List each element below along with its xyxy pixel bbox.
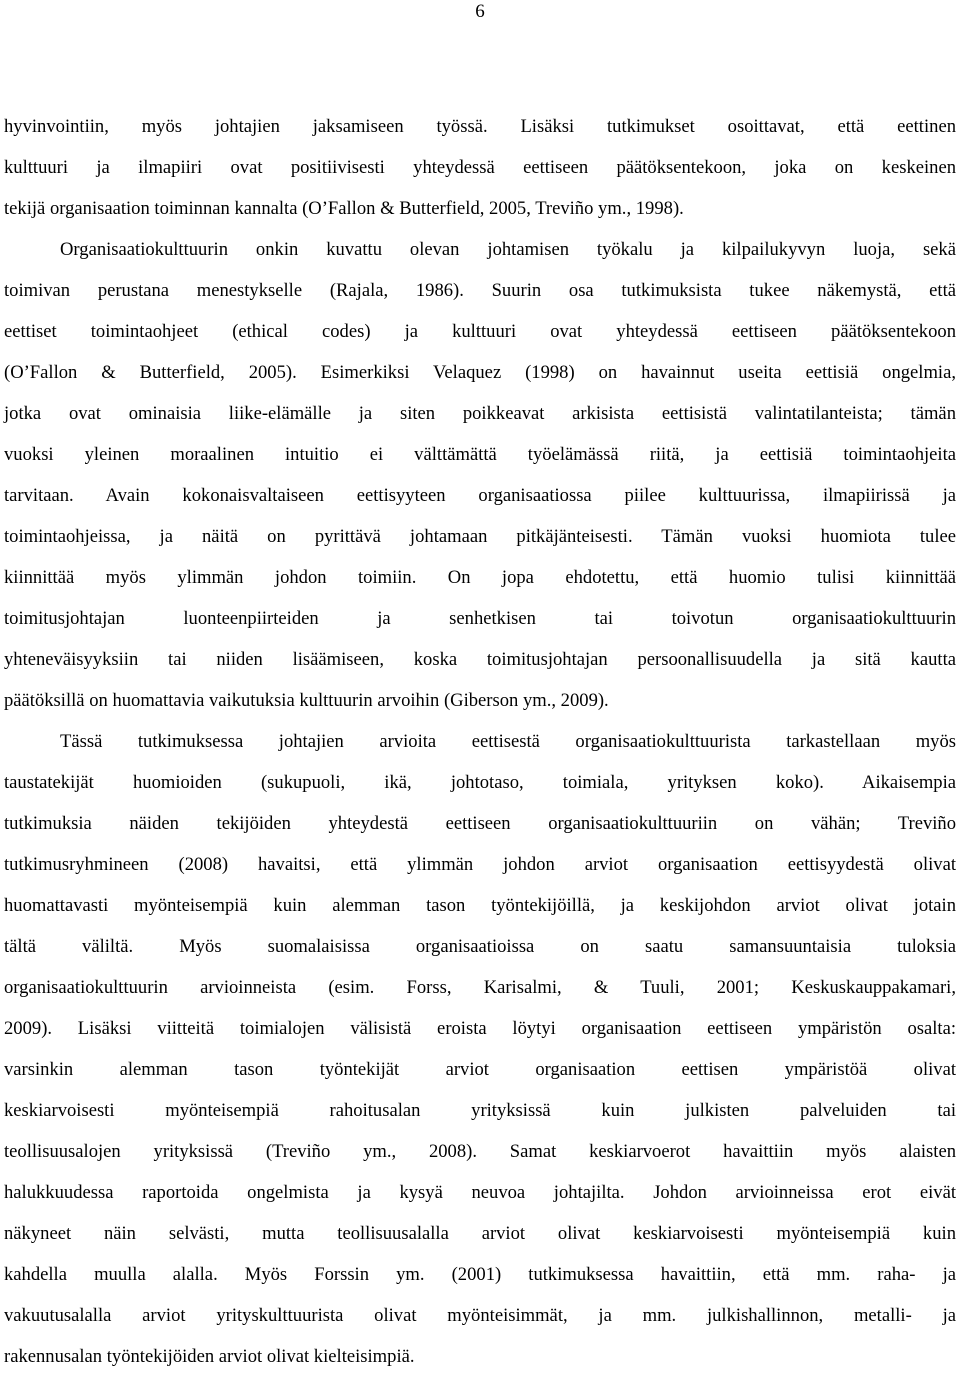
text-line: rakennusalan työntekijöiden arviot olivat kielteisimpiä.: [4, 1346, 415, 1367]
text-line: 2009). Lisäksi viitteitä toimialojen välisistä eroista löytyi organisaation eettiseen ympäristön osalta:: [4, 1018, 956, 1039]
text-line: halukkuudessa raportoida ongelmista ja kysyä neuvoa johtajilta. Johdon arvioinneissa erot eivät: [4, 1182, 956, 1203]
text-line: vakuutusalalla arviot yrityskulttuurista olivat myönteisimmät, ja mm. julkishallinnon, metalli- ja: [4, 1305, 956, 1326]
text-line: tutkimusryhmineen (2008) havaitsi, että ylimmän johdon arviot organisaation eettisyydestä olivat: [4, 854, 956, 875]
text-line: taustatekijät huomioiden (sukupuoli, ikä, johtotaso, toimiala, yrityksen koko). Aikaisempia: [4, 772, 956, 793]
text-line: Tässä tutkimuksessa johtajien arvioita eettisestä organisaatiokulttuurista tarkastellaan myös: [60, 731, 956, 752]
paragraph-2: [4, 721, 956, 1377]
text-line: yhteneväisyyksiin tai niiden lisäämiseen, koska toimitusjohtajan persoonallisuudella ja sitä kautta: [4, 649, 956, 670]
text-line: kulttuuri ja ilmapiiri ovat positiivisesti yhteydessä eettiseen päätöksentekoon, joka on keskeinen: [4, 157, 956, 178]
text-line: jotka ovat ominaisia liike-elämälle ja siten poikkeavat arkisista eettisistä valintatilanteista; tämän: [4, 403, 956, 424]
text-line: kahdella muulla alalla. Myös Forssin ym. (2001) tutkimuksessa havaittiin, että mm. raha- ja: [4, 1264, 956, 1285]
text-line: kiinnittää myös ylimmän johdon toimiin. On jopa ehdotettu, että huomio tulisi kiinnittää: [4, 567, 956, 588]
text-line: Organisaatiokulttuurin onkin kuvattu olevan johtamisen työkalu ja kilpailukyvyn luoja, sekä: [60, 239, 956, 260]
text-line: (O’Fallon & Butterfield, 2005). Esimerkiksi Velaquez (1998) on havainnut useita eettisiä ongelmia,: [4, 362, 956, 383]
text-line: tältä väliltä. Myös suomalaisissa organisaatioissa on saatu samansuuntaisia tuloksia: [4, 936, 956, 957]
text-line: vuoksi yleinen moraalinen intuitio ei välttämättä työelämässä riitä, ja eettisiä toimintaohjeita: [4, 444, 956, 465]
text-line: näkyneet näin selvästi, mutta teollisuusalalla arviot olivat keskiarvoisesti myönteisempiä kuin: [4, 1223, 956, 1244]
text-line: eettiset toimintaohjeet (ethical codes) ja kulttuuri ovat yhteydessä eettiseen päätöksentekoon: [4, 321, 956, 342]
text-line: toimivan perustana menestykselle (Rajala, 1986). Suurin osa tutkimuksista tukee näkemystä, että: [4, 280, 956, 301]
text-line: teollisuusalojen yrityksissä (Treviño ym., 2008). Samat keskiarvoerot havaittiin myös alaisten: [4, 1141, 956, 1162]
text-line: tutkimuksia näiden tekijöiden yhteydestä eettiseen organisaatiokulttuuriin on vähän; Treviño: [4, 813, 956, 834]
text-line: tarvitaan. Avain kokonaisvaltaiseen eettisyyteen organisaatiossa piilee kulttuurissa, ilmapiirissä ja: [4, 485, 956, 506]
text-line: organisaatiokulttuurin arvioinneista (esim. Forss, Karisalmi, & Tuuli, 2001; Keskuskauppakamari,: [4, 977, 956, 998]
text-line: keskiarvoisesti myönteisempiä rahoitusalan yrityksissä kuin julkisten palveluiden tai: [4, 1100, 956, 1121]
text-line: hyvinvointiin, myös johtajien jaksamiseen työssä. Lisäksi tutkimukset osoittavat, että eettinen: [4, 116, 956, 137]
text-line: huomattavasti myönteisempiä kuin alemman tason työntekijöillä, ja keskijohdon arviot olivat jotain: [4, 895, 956, 916]
text-line: toimitusjohtajan luonteenpiirteiden ja senhetkisen tai toivotun organisaatiokulttuurin: [4, 608, 956, 629]
paragraph-1: [4, 106, 956, 721]
text-line: päätöksillä on huomattavia vaikutuksia kulttuurin arvoihin (Giberson ym., 2009).: [4, 690, 609, 711]
text-line: varsinkin alemman tason työntekijät arviot organisaation eettisen ympäristöä olivat: [4, 1059, 956, 1080]
text-line: tekijä organisaation toiminnan kannalta (O’Fallon & Butterfield, 2005, Treviño ym., 1998).: [4, 198, 684, 219]
page-number: 6: [475, 1, 485, 22]
document-body: [4, 106, 956, 1377]
text-line: toimintaohjeissa, ja näitä on pyrittävä johtamaan pitkäjänteisesti. Tämän vuoksi huomiota tulee: [4, 526, 956, 547]
